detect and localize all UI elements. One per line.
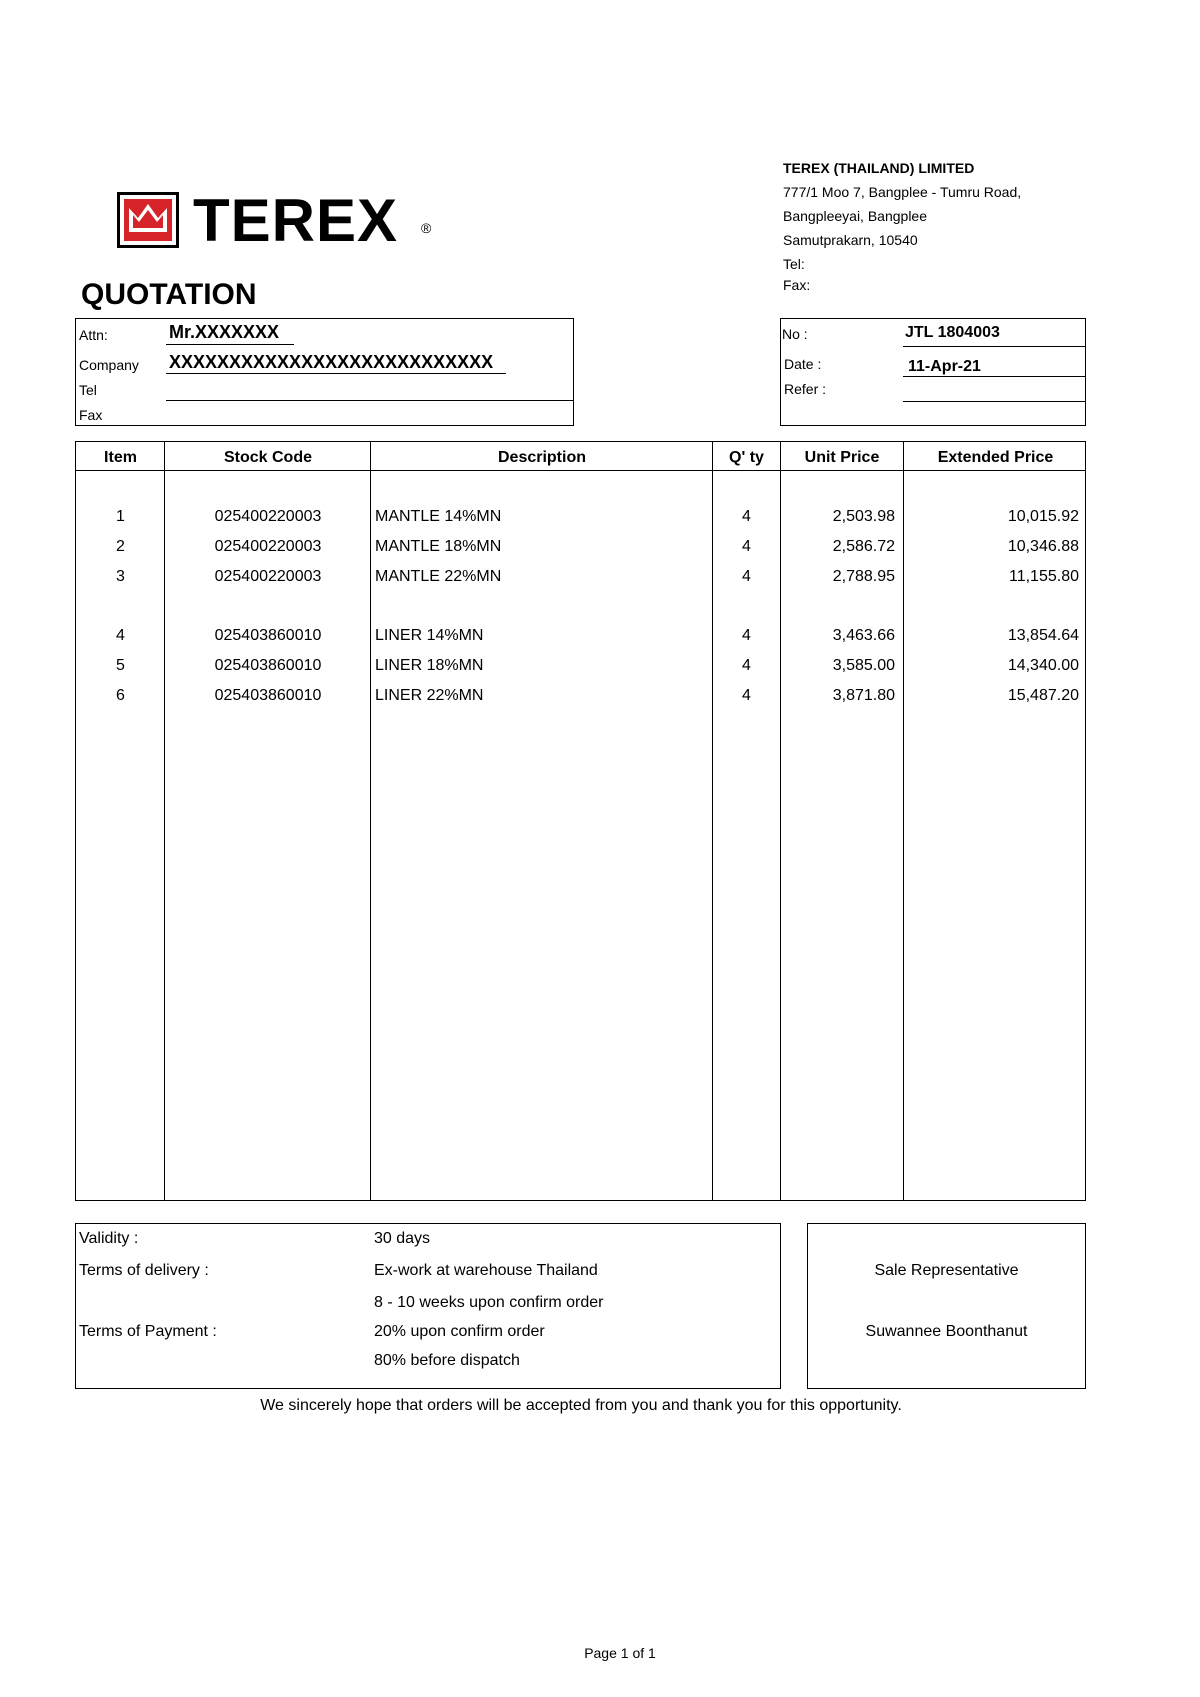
items-table [75, 441, 1086, 1201]
header-extended-price: Extended Price [937, 449, 1054, 466]
item-number: 3 [116, 568, 125, 585]
stock-code: 025400220003 [214, 538, 322, 555]
page-number: Page 1 of 1 [584, 1645, 656, 1661]
header-divider [76, 470, 1085, 471]
quantity: 4 [742, 538, 751, 555]
date-value: 11-Apr-21 [908, 358, 981, 375]
delivery-value: Ex-work at warehouse Thailand [374, 1262, 598, 1279]
description: MANTLE 22%MN [375, 568, 502, 585]
table-row [76, 568, 1085, 592]
refer-line [903, 401, 1085, 402]
table-row [76, 538, 1085, 562]
logo-wordmark: TEREX [193, 187, 399, 254]
description: MANTLE 18%MN [375, 538, 502, 555]
unit-price: 2,788.95 [832, 568, 895, 585]
quantity: 4 [742, 687, 751, 704]
sales-rep-title: Sale Representative [874, 1262, 1019, 1279]
table-row [76, 687, 1085, 711]
company-underline [166, 373, 506, 374]
tel-line [166, 400, 573, 401]
header-unit-price: Unit Price [804, 449, 880, 466]
payment-label: Terms of Payment : [79, 1323, 217, 1340]
quantity: 4 [742, 657, 751, 674]
company-value: XXXXXXXXXXXXXXXXXXXXXXXXXXX [169, 352, 494, 372]
stock-code: 025403860010 [214, 687, 322, 704]
quantity: 4 [742, 627, 751, 644]
company-label: Company [79, 357, 139, 373]
crown-logo-icon [117, 192, 179, 248]
description: LINER 22%MN [375, 687, 484, 704]
stock-code: 025400220003 [214, 568, 322, 585]
fax-label: Fax [79, 407, 103, 423]
table-row [76, 657, 1085, 681]
quote-no-value: JTL 1804003 [905, 324, 1000, 341]
header-description: Description [497, 449, 586, 466]
header-qty: Q' ty [729, 449, 764, 466]
payment-value: 20% upon confirm order [374, 1323, 545, 1340]
attn-underline [166, 344, 294, 345]
extended-price: 14,340.00 [1007, 657, 1079, 674]
closing-message: We sincerely hope that orders will be accepted from you and thank you for this opportunity. [260, 1397, 902, 1414]
item-number: 5 [116, 657, 125, 674]
table-row [76, 508, 1085, 532]
stock-code: 025403860010 [214, 657, 322, 674]
date-underline [903, 376, 1085, 377]
item-number: 4 [116, 627, 125, 644]
extended-price: 10,015.92 [1007, 508, 1079, 525]
quantity: 4 [742, 568, 751, 585]
company-address-block [783, 156, 1021, 297]
header-item: Item [104, 449, 137, 466]
quantity: 4 [742, 508, 751, 525]
extended-price: 13,854.64 [1007, 627, 1079, 644]
stock-code: 025403860010 [214, 627, 322, 644]
sales-rep-name: Suwannee Boonthanut [865, 1323, 1028, 1340]
extended-price: 10,346.88 [1007, 538, 1079, 555]
header-stock-code: Stock Code [223, 449, 312, 466]
validity-value: 30 days [374, 1230, 431, 1247]
company-name: TEREX (THAILAND) LIMITED [783, 160, 975, 176]
payment-balance: 80% before dispatch [374, 1352, 520, 1369]
address-line: Bangpleeyai, Bangplee [783, 208, 928, 224]
registered-mark: ® [421, 220, 432, 236]
stock-code: 025400220003 [214, 508, 322, 525]
refer-label: Refer : [784, 381, 827, 397]
terex-logo [117, 187, 437, 254]
address-line: Samutprakarn, 10540 [783, 232, 918, 248]
item-number: 2 [116, 538, 125, 555]
unit-price: 3,871.80 [832, 687, 895, 704]
tel-label: Tel [79, 382, 97, 398]
terms-box [75, 1223, 781, 1389]
quote-no-label: No : [782, 326, 808, 342]
extended-price: 15,487.20 [1007, 687, 1079, 704]
unit-price: 3,585.00 [832, 657, 895, 674]
date-label: Date : [784, 356, 822, 372]
sales-rep-box [807, 1223, 1086, 1389]
unit-price: 3,463.66 [832, 627, 895, 644]
delivery-label: Terms of delivery : [79, 1262, 209, 1279]
company-tel: Tel: [783, 256, 805, 272]
attn-value: Mr.XXXXXXX [169, 322, 280, 342]
unit-price: 2,503.98 [832, 508, 895, 525]
description: MANTLE 14%MN [375, 508, 502, 525]
unit-price: 2,586.72 [832, 538, 895, 555]
document-title: QUOTATION [81, 278, 257, 311]
quote-no-underline [903, 346, 1085, 347]
address-line: 777/1 Moo 7, Bangplee - Tumru Road, [783, 184, 1022, 200]
extended-price: 11,155.80 [1009, 568, 1079, 585]
description: LINER 14%MN [375, 627, 484, 644]
attn-label: Attn: [79, 327, 108, 343]
table-row [76, 627, 1085, 651]
item-number: 6 [116, 687, 125, 704]
validity-label: Validity : [79, 1230, 139, 1247]
item-number: 1 [116, 508, 125, 525]
delivery-lead-time: 8 - 10 weeks upon confirm order [374, 1294, 604, 1311]
quote-info-box [780, 318, 1086, 426]
company-fax: Fax: [783, 277, 811, 293]
description: LINER 18%MN [375, 657, 484, 674]
customer-box [75, 318, 574, 426]
